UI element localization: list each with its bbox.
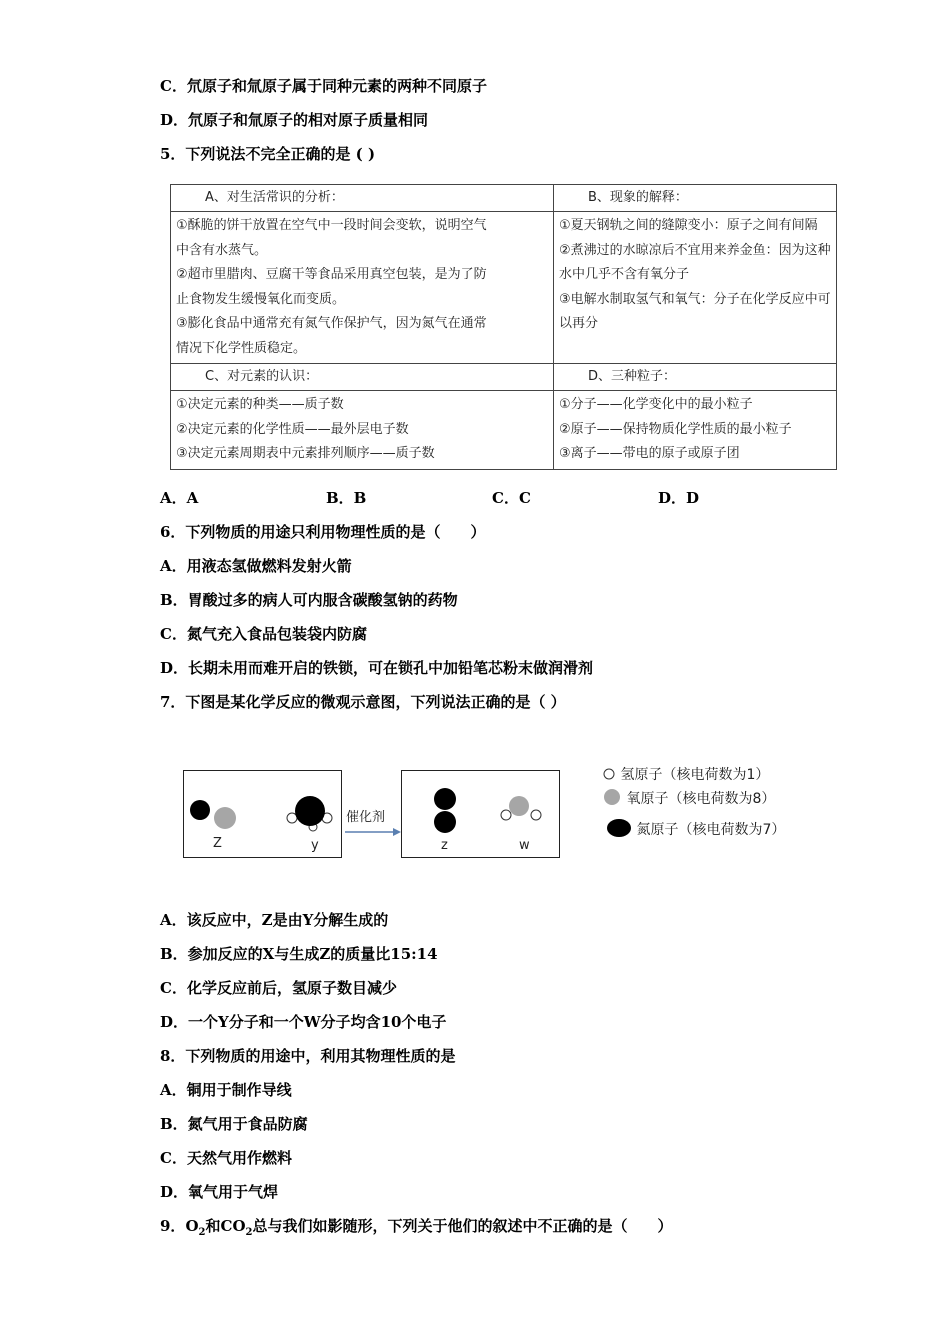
- q7-stem: 7．下图是某化学反应的微观示意图，下列说法正确的是（ ）: [160, 693, 566, 711]
- catalyst-label: 催化剂: [346, 810, 386, 825]
- q8-option-c: C．天然气用作燃料: [160, 1149, 292, 1167]
- q7-option-d: D．一个Y分子和一个W分子均含10个电子: [160, 1013, 447, 1031]
- nitrogen-atom: [190, 800, 210, 820]
- q7-option-c: C．化学反应前后，氢原子数目减少: [160, 979, 397, 997]
- q5-options: [160, 488, 824, 508]
- q5-head-d: D、三种粒子：: [554, 364, 837, 391]
- q8-stem: 8．下列物质的用途中，利用其物理性质的是: [160, 1047, 456, 1065]
- q6-option-a: A．用液态氢做燃料发射火箭: [160, 557, 352, 575]
- q7-option-b: B．参加反应的X与生成Z的质量比15:14: [160, 945, 438, 963]
- reaction-arrow: [343, 826, 403, 838]
- label-w: w: [519, 838, 530, 853]
- q9-stem: 9．$O_2$和$CO_2$总与我们如影随形，下列关于他们的叙述中不正确的是（ ）: [160, 1217, 673, 1238]
- oxygen-atom: [214, 807, 236, 829]
- q6-option-d: D．长期未用而难开启的铁锁，可在锁孔中加铅笔芯粉末做润滑剂: [160, 659, 594, 677]
- legend-oxygen: 氧原子（核电荷数为8）: [602, 788, 775, 808]
- q8-option-d: D．氧气用于气焊: [160, 1183, 279, 1201]
- q5-option-c: C．C: [492, 489, 531, 507]
- hydrogen-atom-icon: [602, 767, 616, 781]
- q5-option-b: B．B: [326, 489, 367, 507]
- q5-table: [170, 184, 837, 470]
- q5-head-c: C、对元素的认识：: [171, 364, 554, 391]
- q5-option-a: A．A: [160, 489, 199, 507]
- q5-cell-d: ①分子——化学变化中的最小粒子 ②原子——保持物质化学性质的最小粒子 ③离子——带电的原子或原子团: [554, 391, 837, 470]
- label-y: y: [311, 838, 319, 853]
- oxygen-atom-icon: [602, 788, 622, 806]
- q6-option-c: C．氮气充入食品包装袋内防腐: [160, 625, 367, 643]
- q5-stem: 5．下列说法不完全正确的是 ( ): [160, 145, 376, 163]
- label-z2: z: [441, 838, 448, 853]
- label-z1: Z: [213, 836, 222, 851]
- q8-option-a: A．铜用于制作导线: [160, 1081, 292, 1099]
- q5-option-d: D．D: [658, 489, 700, 507]
- hydrogen-atom: [531, 810, 541, 820]
- q5-cell-a: ①酥脆的饼干放置在空气中一段时间会变软，说明空气 中含有水蒸气。 ②超市里腊肉、豆腐干等食品采用真空包装，是为了防 止食物发生缓慢氧化而变质。 ③膨化食品中通常充有氮气作保护气，因为氮气在通常 情况下化学性质稳定。: [171, 212, 554, 364]
- q7-option-a: A．该反应中，Z是由Y分解生成的: [160, 911, 389, 929]
- q5-cell-b: ①夏天钢轨之间的缝隙变小：原子之间有间隔 ②煮沸过的水晾凉后不宜用来养金鱼：因为这种 水中几乎不含有氧分子 ③电解水制取氢气和氧气：分子在化学反应中可 以再分: [554, 212, 837, 364]
- nitrogen-atom: [434, 811, 456, 833]
- q8-option-b: B．氮气用于食品防腐: [160, 1115, 308, 1133]
- legend-nitrogen: 氮原子（核电荷数为7）: [606, 818, 785, 839]
- nitrogen-atom-icon: [606, 818, 632, 838]
- product-molecules: [402, 771, 559, 857]
- q5-head-b: B、现象的解释：: [554, 185, 837, 212]
- q6-option-b: B．胃酸过多的病人可内服含碳酸氢钠的药物: [160, 591, 458, 609]
- nitrogen-atom: [295, 796, 325, 826]
- oxygen-atom: [509, 796, 529, 816]
- q5-cell-c: ①决定元素的种类——质子数 ②决定元素的化学性质——最外层电子数 ③决定元素周期表中元素排列顺序——质子数: [171, 391, 554, 470]
- nitrogen-atom: [434, 788, 456, 810]
- q4-option-c: C．氘原子和氚原子属于同种元素的两种不同原子: [160, 77, 487, 95]
- q5-head-a: A、对生活常识的分析：: [171, 185, 554, 212]
- products-box: [401, 770, 560, 858]
- hydrogen-atom: [501, 810, 511, 820]
- q4-option-d: D．氘原子和氚原子的相对原子质量相同: [160, 111, 429, 129]
- legend-hydrogen: 氢原子（核电荷数为1）: [602, 764, 769, 784]
- q6-stem: 6．下列物质的用途只利用物理性质的是（ ）: [160, 523, 486, 541]
